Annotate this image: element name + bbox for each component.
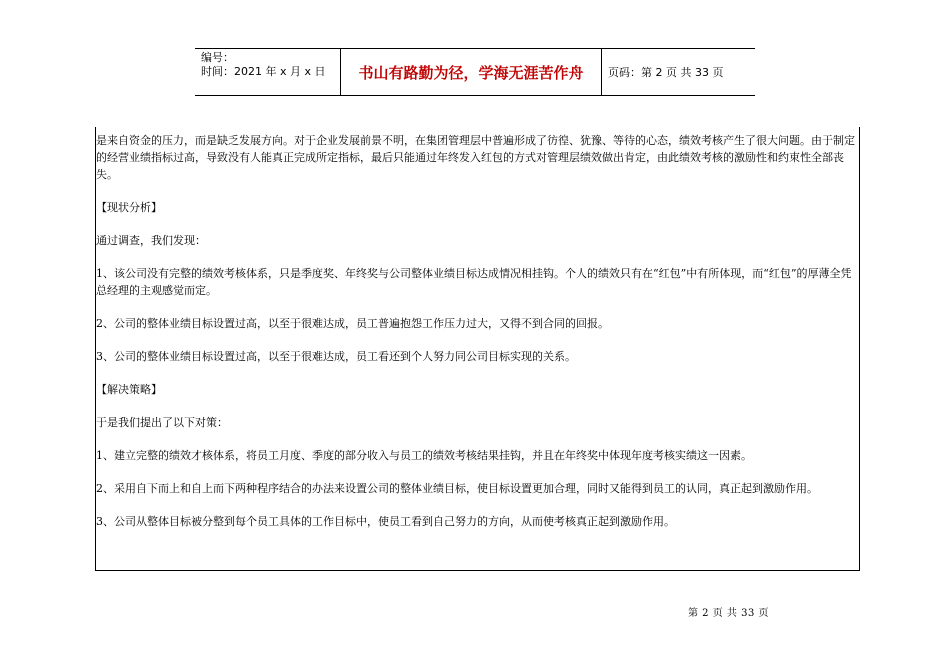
content-frame (95, 127, 860, 571)
content-body (96, 132, 858, 546)
paragraph-finding-1: 1、该公司没有完整的绩效考核体系，只是季度奖、年终奖与公司整体业绩目标达成情况相挂钩。个人的绩效只有在“红包”中有所体现，而“红包”的厚薄全凭总经理的主观感觉而定。 (96, 267, 852, 297)
paragraph-finding-2: 2、公司的整体业绩目标设置过高，以至于很难达成，员工普遍抱怨工作压力过大，又得不到合同的回报。 (96, 317, 609, 330)
paragraph-intro: 是来自资金的压力，而是缺乏发展方向。对于企业发展前景不明，在集团管理层中普遍形成了彷徨、犹豫、等待的心态，绩效考核产生了很大问题。由于制定的经营业绩指标过高，导致没有人能真正完成所定指标，最后只能通过年终发入红包的方式对管理层绩效做出肯定，由此绩效考核的激励性和约束性全部丧失。 (96, 134, 855, 181)
time-label: 时间：2021 年 x 月 x 日 (201, 65, 326, 78)
paragraph-strategy-2: 2、采用自下而上和自上而下两种程序结合的办法来设置公司的整体业绩目标，使目标设置更加合理，同时又能得到员工的认同，真正起到激励作用。 (96, 482, 818, 495)
paragraph-strategy-1: 1、建立完整的绩效才核体系，将员工月度、季度的部分收入与员工的绩效考核结果挂钩，并且在年终奖中体现年度考核实绩这一因素。 (96, 449, 752, 462)
header-page-label: 页码：第 2 页 共 33 页 (608, 66, 724, 79)
section-heading-status: 【现状分析】 (96, 201, 162, 214)
page-header (195, 48, 755, 96)
page-footer: 第 2 页 共 33 页 (688, 608, 769, 619)
paragraph-finding-3: 3、公司的整体业绩目标设置过高，以至于很难达成，员工看还到个人努力同公司目标实现的关系。 (96, 350, 576, 363)
number-label: 编号： (201, 51, 234, 64)
section-heading-strategy: 【解决策略】 (96, 383, 162, 396)
header-motto: 书山有路勤为径，学海无涯苦作舟 (340, 49, 602, 95)
paragraph-strategy-3: 3、公司从整体目标被分整到每个员工具体的工作目标中，使员工看到自己努力的方向，从而使考核真正起到激励作用。 (96, 515, 675, 528)
paragraph-survey: 通过调查，我们发现： (96, 234, 206, 247)
paragraph-strategy-intro: 于是我们提出了以下对策： (96, 416, 228, 429)
header-left-cell (195, 49, 340, 95)
